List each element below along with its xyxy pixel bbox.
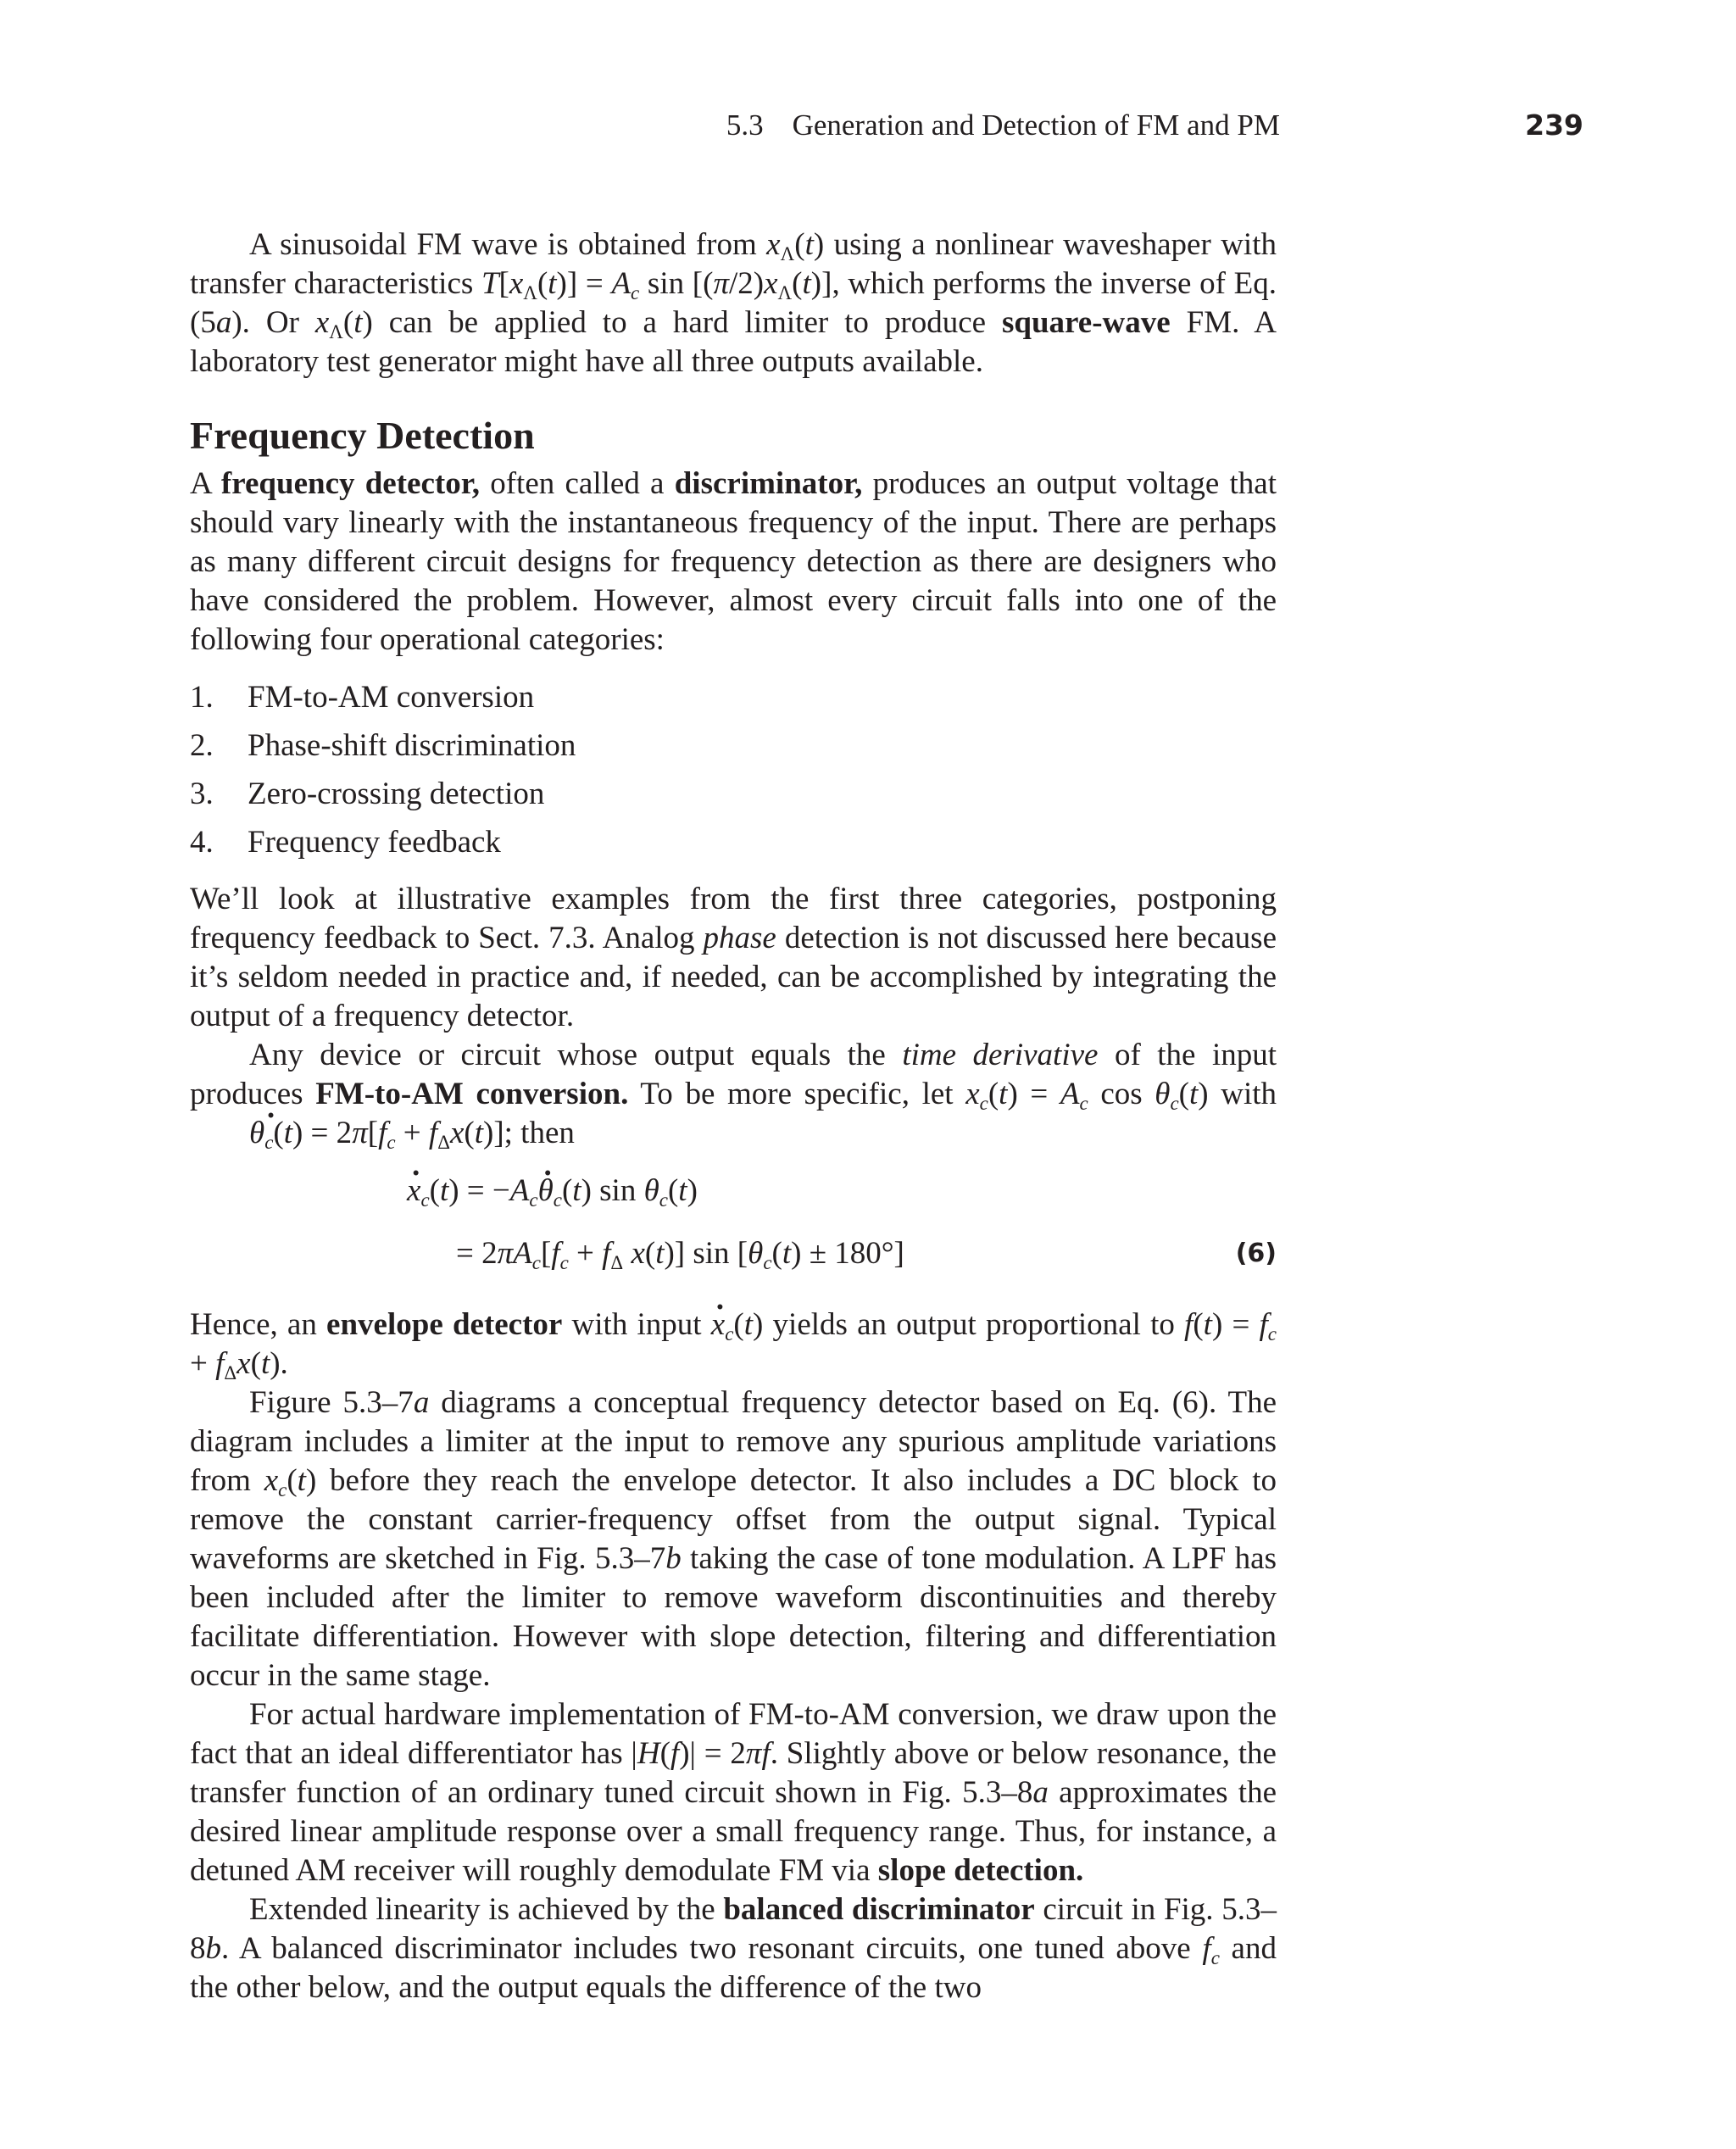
category-list — [190, 673, 1277, 866]
term-fm-to-am-conversion: FM-to-AM conversion. — [315, 1077, 629, 1111]
text: For actual hardware implementation of FM-to-AM conversion, we draw upon the fact that an ideal differentiator has — [190, 1697, 1277, 1771]
paragraph-examples — [190, 880, 1277, 1036]
text: A sinusoidal FM wave is obtained from — [249, 227, 767, 262]
list-label: Frequency feedback — [248, 825, 501, 860]
text: . Slightly above or below resonance, the transfer function of an ordinary tuned circuit shown in Fig. 5.3–8 — [190, 1736, 1277, 1810]
text: Hence, an — [190, 1307, 327, 1342]
section-title: Generation and Detection of FM and PM — [792, 109, 1280, 142]
text: produces an output voltage that should vary linearly with the instantaneous frequency of the input. There are perhaps as many different circuit designs for frequency detection as there are designers who have considered the problem. However, almost every circuit falls into one of the following four operational categories: — [190, 466, 1277, 657]
text: diagrams a conceptual frequency detector based on Eq. (6). The diagram includes a limiter at the input to remove any spurious amplitude variations from — [190, 1385, 1277, 1498]
list-number: 4. — [190, 825, 214, 860]
text: often called a — [480, 466, 675, 501]
paragraph-balanced: Extended linearity is achieved by the balanced discriminator circuit in Fig. 5.3–8b. A balanced discriminator includes two resonant circuits, one tuned above $f_c$ and the other below, and the output equals the difference of the two — [190, 1892, 1277, 2005]
emphasis: a — [1032, 1775, 1049, 1810]
list-number: 1. — [190, 680, 214, 715]
list-label: Zero-crossing detection — [248, 777, 545, 811]
section-heading: Frequency Detection — [190, 414, 535, 457]
text: and the other below, and the output equals the difference of the two — [190, 1931, 1277, 2005]
paragraph-detector — [190, 465, 1277, 660]
text: yields an output proportional to — [763, 1307, 1185, 1342]
text: with input — [562, 1307, 711, 1342]
emphasis-time-derivative: time derivative — [902, 1038, 1099, 1072]
text: taking the case of tone modulation. A LPF has been included after the limiter to remove waveform discontinuities and thereby facilitate differentiation. However with slope detection, filtering and differentiation occur in the same stage. — [190, 1541, 1277, 1693]
term-slope-detection: slope detection. — [877, 1853, 1084, 1888]
list-number: 2. — [190, 728, 214, 763]
term-discriminator: discriminator, — [674, 466, 863, 501]
list-item — [190, 770, 1277, 818]
text: using a nonlinear waveshaper with transfer characteristics — [190, 227, 1277, 301]
running-head — [726, 109, 1280, 142]
text: before they reach the envelope detector. It also includes a DC block to remove the constant carrier-frequency offset from the output signal. Typical waveforms are sketched in Fig. 5.3–7 — [190, 1463, 1277, 1576]
emphasis-phase: phase — [703, 921, 776, 955]
list-item — [190, 673, 1277, 721]
paragraph-hence: Hence, an envelope detector with input $x \cdot_c(t)$ yields an output proportional to $f(t) = f_c + f_\Delta x(t)$. — [190, 1306, 1277, 1383]
text: . — [280, 1346, 288, 1381]
equation-6 — [190, 1165, 1277, 1290]
emphasis: b — [665, 1541, 682, 1576]
emphasis: b — [205, 1931, 221, 1966]
list-item — [190, 721, 1277, 770]
equation-line-1: $x \cdot_c(t) = -A_c\theta \cdot_c(t)$ $\sin \theta_c(t)$ — [407, 1172, 698, 1211]
text: circuit in Fig. 5.3–8 — [190, 1892, 1277, 1966]
text: FM. A laboratory test generator might have all three outputs available. — [190, 305, 1277, 379]
paragraph-intro: A sinusoidal FM wave is obtained from $x_\Lambda(t)$ using a nonlinear waveshaper with transfer characteristics $T[x_\Lambda(t)] = A_c$ $\sin [(\pi/2)x_\Lambda(t)]$, which performs the inverse of Eq. (5a). Or $x_\Lambda(t)$ can be applied to a hard limiter to produce square-wave FM. A laboratory test generator might have all three outputs available. — [190, 227, 1277, 379]
text: We’ll look at illustrative examples from the first three categories, postponing frequency feedback to Sect. 7.3. Analog — [190, 882, 1277, 955]
term-frequency-detector: frequency detector, — [220, 466, 480, 501]
paragraph-hardware: For actual hardware implementation of FM-to-AM conversion, we draw upon the fact that an ideal differentiator has |H(f)| = 2πf. Slightly above or below resonance, the transfer function of an ordinary tuned circuit shown in Fig. 5.3–8a approximates the desired linear amplitude response over a small frequency range. Thus, for instance, a detuned AM receiver will roughly demodulate FM via slope detection. — [190, 1697, 1277, 1888]
text: approximates the desired linear amplitude response over a small frequency range. Thus, for instance, a detuned AM receiver will roughly demodulate FM via — [190, 1775, 1277, 1888]
page-number: 239 — [1525, 109, 1583, 142]
text: ; then — [504, 1116, 575, 1150]
paragraph-device: Any device or circuit whose output equals the time derivative of the input produces FM-to-AM conversion. To be more specific, let $x_c(t) = A_c$ $\cos \theta_c(t)$ with $\theta \cdot_c(t) = 2\pi[f_c + f_\Delta x(t)]$; then — [190, 1036, 1277, 1153]
emphasis: a — [413, 1385, 430, 1420]
text: Extended linearity is achieved by the — [249, 1892, 724, 1927]
equation-line-2: = $2\pi A_c[f_c + f_\Delta$ x(t)] $\sin [\theta_c(t) \pm 180^\circ]$ — [456, 1236, 904, 1273]
text: Any device or circuit whose output equals the — [249, 1038, 903, 1072]
text: A — [190, 466, 221, 501]
paragraph-figure: Figure 5.3–7a diagrams a conceptual frequency detector based on Eq. (6). The diagram includes a limiter at the input to remove any spurious amplitude variations from $x_c(t)$ before they reach the envelope detector. It also includes a DC block to remove the constant carrier-frequency offset from the output signal. Typical waveforms are sketched in Fig. 5.3–7b taking the case of tone modulation. A LPF has been included after the limiter to remove waveform discontinuities and thereby facilitate differentiation. However with slope detection, filtering and differentiation occur in the same stage. — [190, 1385, 1277, 1693]
text: , which performs the inverse of Eq. ( — [190, 266, 1277, 340]
list-label: Phase-shift discrimination — [248, 728, 576, 763]
list-label: FM-to-AM conversion — [248, 680, 535, 715]
text: of the input produces — [190, 1038, 1277, 1111]
text: ). Or — [231, 305, 315, 340]
text: Figure 5.3–7 — [249, 1385, 414, 1420]
text: To be more specific, let — [628, 1077, 966, 1111]
text: detection is not discussed here because it’s seldom needed in practice and, if needed, can be accomplished by integrating the output of a frequency detector. — [190, 921, 1277, 1033]
text: . A balanced discriminator includes two resonant circuits, one tuned above — [221, 1931, 1203, 1966]
running-header — [0, 109, 1736, 151]
equation-number: (6) — [1235, 1239, 1277, 1268]
text: with — [1208, 1077, 1277, 1111]
list-number: 3. — [190, 777, 214, 811]
section-number: 5.3 — [726, 109, 764, 142]
term-balanced-discriminator: balanced discriminator — [723, 1892, 1035, 1927]
list-item — [190, 818, 1277, 866]
term-envelope-detector: envelope detector — [326, 1307, 563, 1342]
term-square-wave: square-wave — [1001, 305, 1171, 340]
page-body — [190, 225, 1277, 2007]
text: can be applied to a hard limiter to produce — [372, 305, 1002, 340]
